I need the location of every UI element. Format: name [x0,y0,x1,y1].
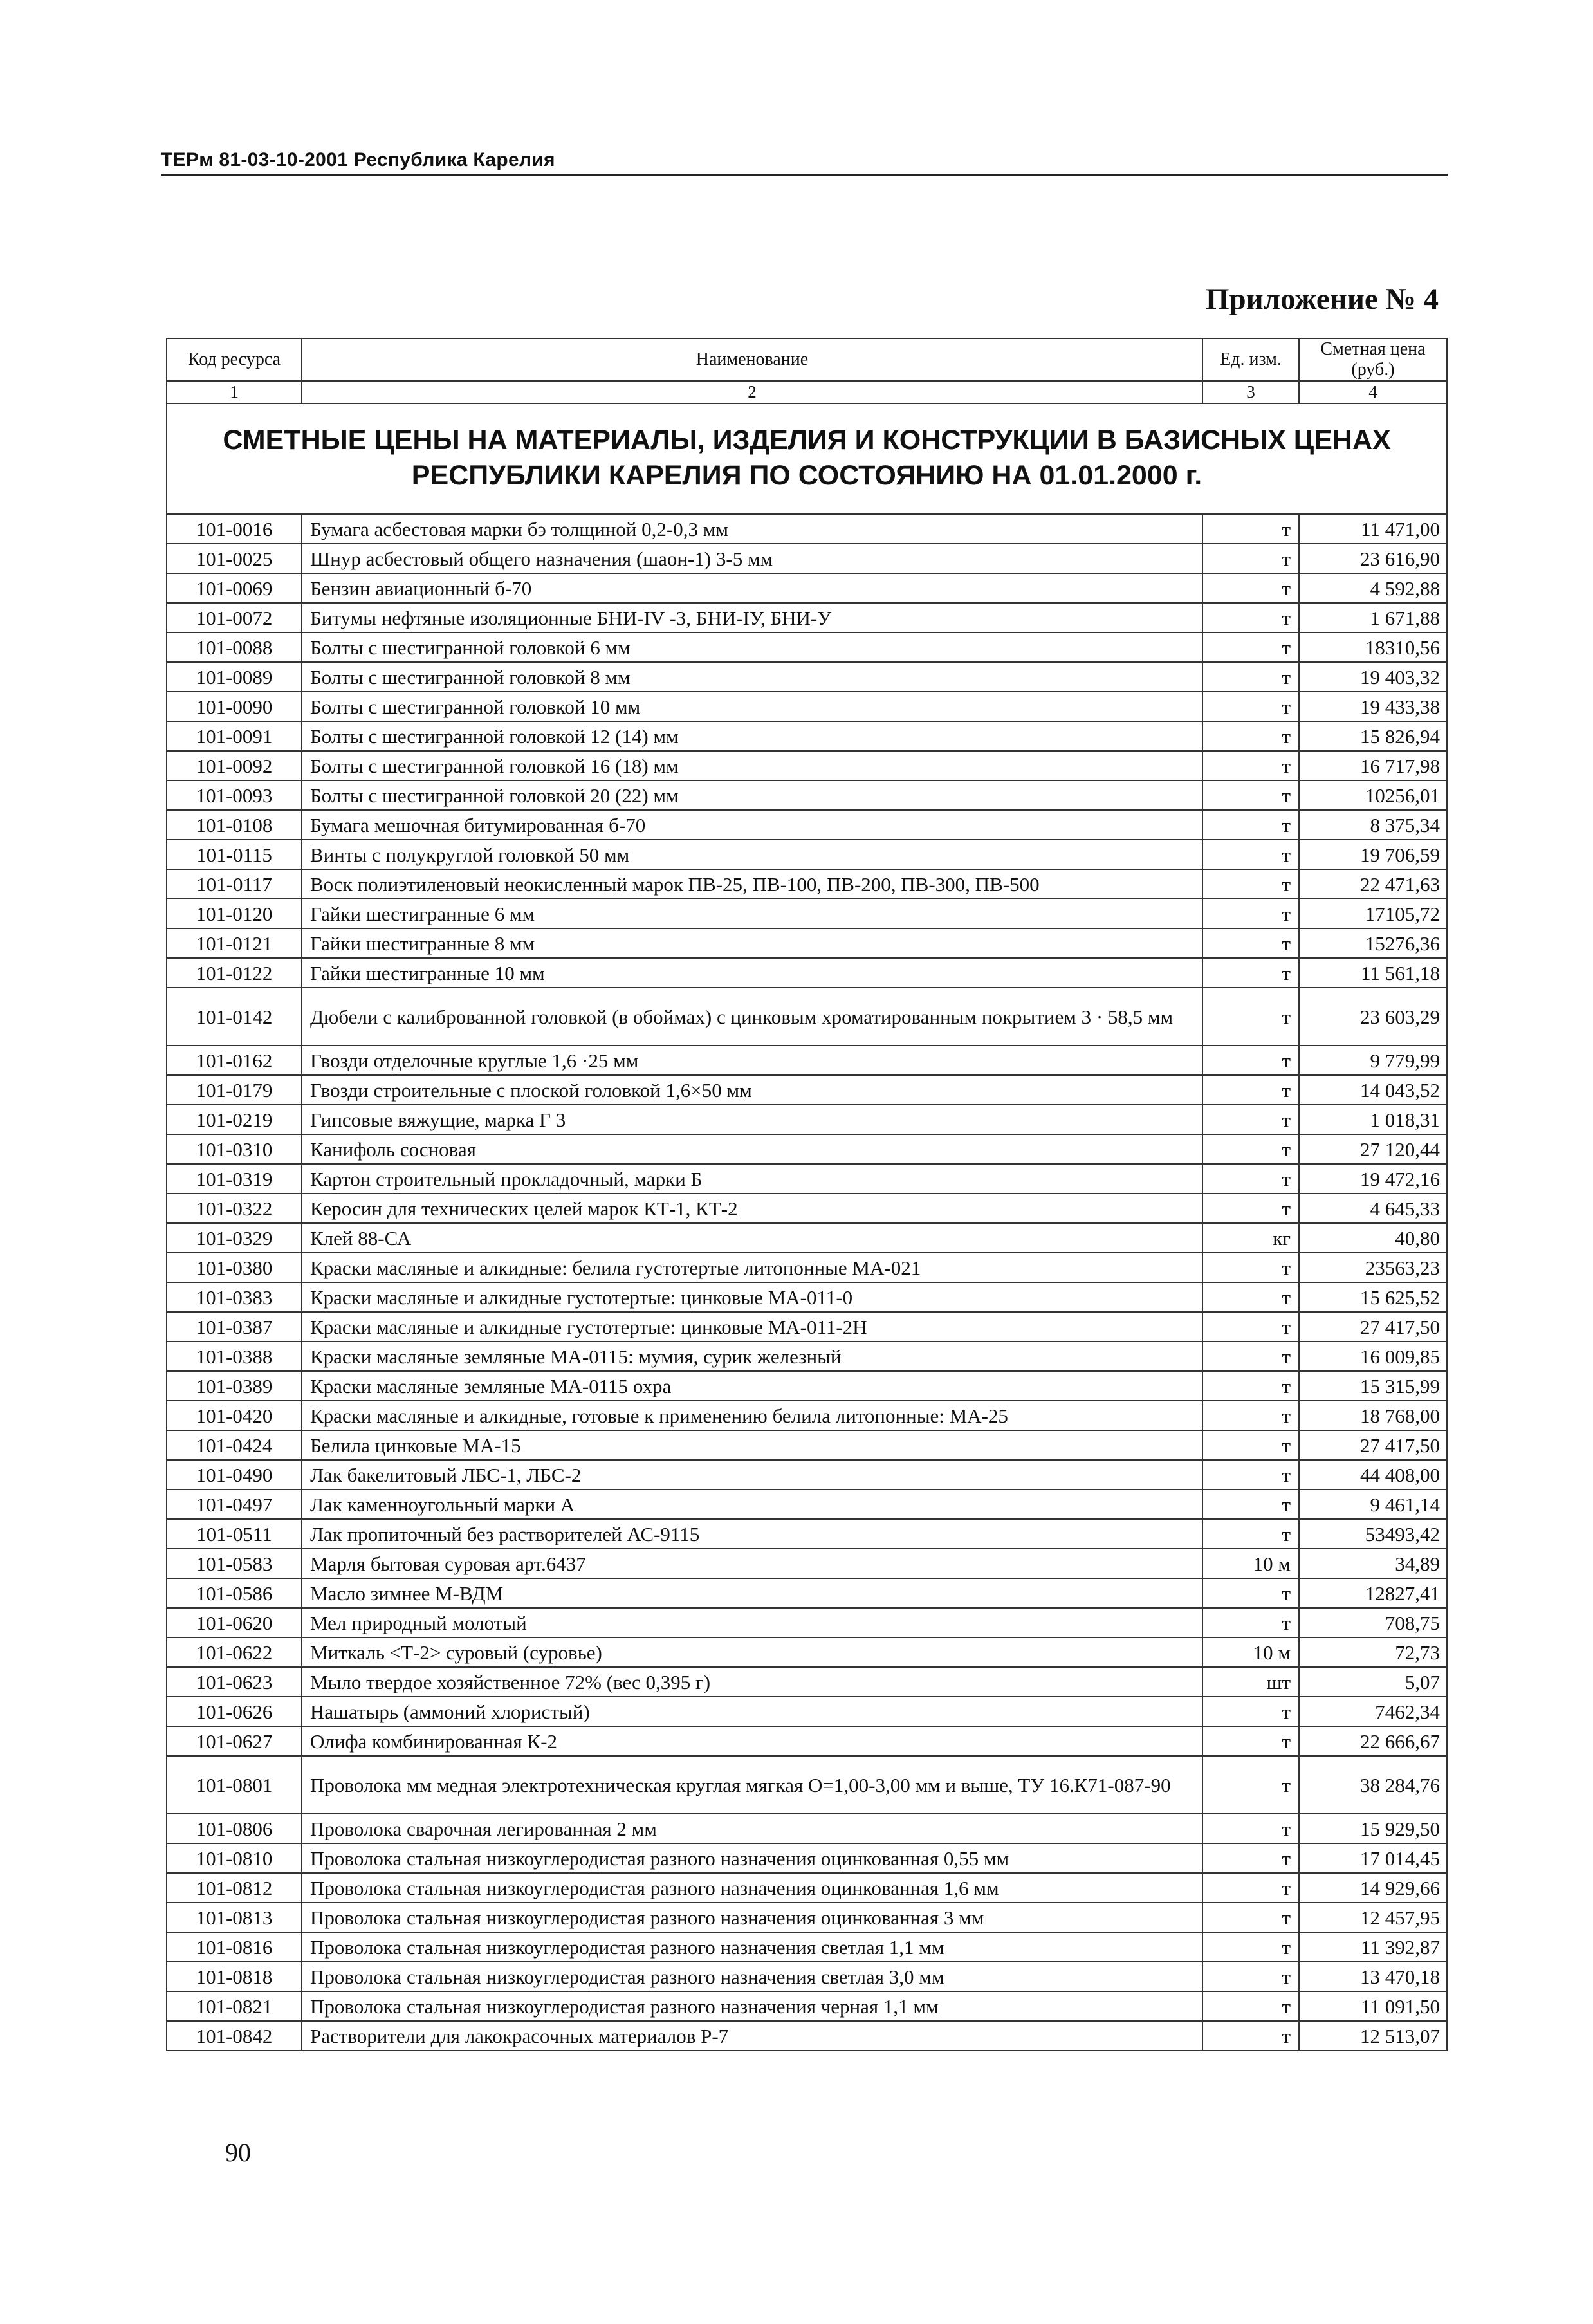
price-cell: 17105,72 [1299,899,1447,928]
table-row [167,692,1447,721]
price-cell: 11 561,18 [1299,958,1447,988]
unit-cell: т [1202,1075,1299,1105]
name-cell: Клей 88-СА [302,1223,1202,1253]
price-cell: 19 433,38 [1299,692,1447,721]
name-cell: Нашатырь (аммоний хлористый) [302,1697,1202,1726]
unit-cell: т [1202,1903,1299,1932]
table-row [167,1489,1447,1519]
name-cell: Болты с шестигранной головкой 6 мм [302,632,1202,662]
price-cell: 11 392,87 [1299,1932,1447,1962]
code-cell: 101-0025 [167,544,302,573]
header-rule [161,174,1448,176]
name-cell: Масло зимнее М-ВДМ [302,1578,1202,1608]
table-row [167,928,1447,958]
unit-cell: т [1202,1726,1299,1756]
unit-cell: 10 м [1202,1549,1299,1578]
table-row [167,1223,1447,1253]
header-code: Код ресурса [167,338,302,381]
table-row [167,1903,1447,1932]
unit-cell: т [1202,1282,1299,1312]
code-cell: 101-0821 [167,1991,302,2021]
code-cell: 101-0115 [167,840,302,869]
code-cell: 101-0626 [167,1697,302,1726]
column-number: 2 [302,381,1202,403]
price-cell: 12 513,07 [1299,2021,1447,2051]
price-cell: 34,89 [1299,1549,1447,1578]
name-cell: Болты с шестигранной головкой 16 (18) мм [302,751,1202,780]
code-cell: 101-0319 [167,1164,302,1194]
code-cell: 101-0622 [167,1637,302,1667]
name-cell: Белила цинковые МА-15 [302,1430,1202,1460]
table-row [167,721,1447,751]
price-cell: 708,75 [1299,1608,1447,1637]
code-cell: 101-0121 [167,928,302,958]
name-cell: Лак каменноугольный марки А [302,1489,1202,1519]
price-cell: 23 603,29 [1299,988,1447,1046]
code-cell: 101-0322 [167,1194,302,1223]
table-row [167,1932,1447,1962]
price-cell: 23563,23 [1299,1253,1447,1282]
price-cell: 8 375,34 [1299,810,1447,840]
name-cell: Керосин для технических целей марок КТ-1, КТ-2 [302,1194,1202,1223]
running-header: ТЕРм 81-03-10-2001 Республика Карелия [161,149,555,171]
code-cell: 101-0016 [167,514,302,544]
price-rows [167,514,1447,2051]
price-cell: 72,73 [1299,1637,1447,1667]
name-cell: Проволока стальная низкоуглеродистая разного назначения оцинкованная 3 мм [302,1903,1202,1932]
table-row [167,1962,1447,1991]
name-cell: Бумага мешочная битумированная б-70 [302,810,1202,840]
name-cell: Гайки шестигранные 6 мм [302,899,1202,928]
unit-cell: т [1202,1843,1299,1873]
code-cell: 101-0310 [167,1134,302,1164]
appendix-title: Приложение № 4 [1205,282,1439,316]
unit-cell: т [1202,1164,1299,1194]
table-row [167,1342,1447,1371]
name-cell: Болты с шестигранной головкой 12 (14) мм [302,721,1202,751]
table-row [167,1667,1447,1697]
name-cell: Краски масляные земляные МА-0115 охра [302,1371,1202,1401]
table-row [167,1401,1447,1430]
header-unit: Ед. изм. [1202,338,1299,381]
table-row [167,1253,1447,1282]
code-cell: 101-0091 [167,721,302,751]
unit-cell: 10 м [1202,1637,1299,1667]
table-row [167,1873,1447,1903]
price-cell: 5,07 [1299,1667,1447,1697]
unit-cell: т [1202,928,1299,958]
unit-cell: т [1202,632,1299,662]
code-cell: 101-0812 [167,1873,302,1903]
price-table [166,338,1448,2051]
unit-cell: шт [1202,1667,1299,1697]
price-cell: 15 625,52 [1299,1282,1447,1312]
price-cell: 22 666,67 [1299,1726,1447,1756]
price-cell: 15 315,99 [1299,1371,1447,1401]
unit-cell: т [1202,1578,1299,1608]
code-cell: 101-0388 [167,1342,302,1371]
code-cell: 101-0810 [167,1843,302,1873]
code-cell: 101-0069 [167,573,302,603]
code-cell: 101-0089 [167,662,302,692]
table-row [167,1105,1447,1134]
name-cell: Проволока стальная низкоуглеродистая разного назначения светлая 3,0 мм [302,1962,1202,1991]
header-price: Сметная цена (руб.) [1299,338,1447,381]
name-cell: Краски масляные земляные МА-0115: мумия, сурик железный [302,1342,1202,1371]
price-cell: 38 284,76 [1299,1756,1447,1814]
price-cell: 53493,42 [1299,1519,1447,1549]
code-cell: 101-0120 [167,899,302,928]
price-cell: 15276,36 [1299,928,1447,958]
unit-cell: т [1202,988,1299,1046]
code-cell: 101-0092 [167,751,302,780]
price-cell: 13 470,18 [1299,1962,1447,1991]
table-row [167,1814,1447,1843]
price-cell: 11 091,50 [1299,1991,1447,2021]
unit-cell: т [1202,573,1299,603]
price-cell: 14 929,66 [1299,1873,1447,1903]
name-cell: Дюбели с калиброванной головкой (в обоймах) с цинковым хроматированным покрытием 3 · 58,5 мм [302,988,1202,1046]
code-cell: 101-0179 [167,1075,302,1105]
code-cell: 101-0122 [167,958,302,988]
price-cell: 14 043,52 [1299,1075,1447,1105]
price-cell: 15 826,94 [1299,721,1447,751]
column-number: 1 [167,381,302,403]
table-row [167,544,1447,573]
unit-cell: т [1202,662,1299,692]
unit-cell: т [1202,1489,1299,1519]
header-name: Наименование [302,338,1202,381]
table-row [167,810,1447,840]
code-cell: 101-0219 [167,1105,302,1134]
code-cell: 101-0511 [167,1519,302,1549]
code-cell: 101-0090 [167,692,302,721]
name-cell: Проволока мм медная электротехническая круглая мягкая О=1,00-3,00 мм и выше, ТУ 16.К71-087-90 [302,1756,1202,1814]
code-cell: 101-0329 [167,1223,302,1253]
price-cell: 22 471,63 [1299,869,1447,899]
code-cell: 101-0088 [167,632,302,662]
unit-cell: т [1202,692,1299,721]
code-cell: 101-0389 [167,1371,302,1401]
table-row [167,1519,1447,1549]
price-cell: 1 018,31 [1299,1105,1447,1134]
name-cell: Краски масляные и алкидные, готовые к применению белила литопонные: МА-25 [302,1401,1202,1430]
name-cell: Болты с шестигранной головкой 20 (22) мм [302,780,1202,810]
price-cell: 1 671,88 [1299,603,1447,632]
unit-cell: т [1202,2021,1299,2051]
table-row [167,988,1447,1046]
table-row [167,1282,1447,1312]
name-cell: Мыло твердое хозяйственное 72% (вес 0,395 г) [302,1667,1202,1697]
unit-cell: т [1202,1401,1299,1430]
price-cell: 10256,01 [1299,780,1447,810]
price-cell: 15 929,50 [1299,1814,1447,1843]
unit-cell: т [1202,1046,1299,1075]
unit-cell: т [1202,1312,1299,1342]
code-cell: 101-0093 [167,780,302,810]
table-row [167,1164,1447,1194]
price-cell: 4 645,33 [1299,1194,1447,1223]
name-cell: Проволока сварочная легированная 2 мм [302,1814,1202,1843]
code-cell: 101-0072 [167,603,302,632]
column-number: 4 [1299,381,1447,403]
code-cell: 101-0816 [167,1932,302,1962]
table-row [167,1608,1447,1637]
table-row [167,1726,1447,1756]
table-row [167,1194,1447,1223]
code-cell: 101-0108 [167,810,302,840]
table-row [167,751,1447,780]
table-row [167,1134,1447,1164]
name-cell: Воск полиэтиленовый неокисленный марок ПВ-25, ПВ-100, ПВ-200, ПВ-300, ПВ-500 [302,869,1202,899]
price-cell: 4 592,88 [1299,573,1447,603]
code-cell: 101-0383 [167,1282,302,1312]
price-cell: 19 472,16 [1299,1164,1447,1194]
table-row [167,1430,1447,1460]
table-row [167,603,1447,632]
price-cell: 27 417,50 [1299,1430,1447,1460]
unit-cell: т [1202,899,1299,928]
code-cell: 101-0162 [167,1046,302,1075]
unit-cell: т [1202,1873,1299,1903]
price-cell: 12827,41 [1299,1578,1447,1608]
price-cell: 19 706,59 [1299,840,1447,869]
unit-cell: т [1202,1342,1299,1371]
code-cell: 101-0380 [167,1253,302,1282]
table-row [167,1991,1447,2021]
name-cell: Болты с шестигранной головкой 10 мм [302,692,1202,721]
table-row [167,1046,1447,1075]
price-cell: 9 779,99 [1299,1046,1447,1075]
unit-cell: т [1202,1134,1299,1164]
table-row [167,2021,1447,2051]
table-row [167,662,1447,692]
name-cell: Бумага асбестовая марки бэ толщиной 0,2-0,3 мм [302,514,1202,544]
price-cell: 9 461,14 [1299,1489,1447,1519]
unit-cell: т [1202,1519,1299,1549]
name-cell: Краски масляные и алкидные густотертые: цинковые МА-011-0 [302,1282,1202,1312]
name-cell: Гвозди строительные с плоской головкой 1,6×50 мм [302,1075,1202,1105]
name-cell: Проволока стальная низкоуглеродистая разного назначения оцинкованная 0,55 мм [302,1843,1202,1873]
unit-cell: т [1202,603,1299,632]
unit-cell: т [1202,751,1299,780]
price-cell: 16 009,85 [1299,1342,1447,1371]
name-cell: Краски масляные и алкидные: белила густотертые литопонные МА-021 [302,1253,1202,1282]
price-cell: 11 471,00 [1299,514,1447,544]
code-cell: 101-0117 [167,869,302,899]
name-cell: Гипсовые вяжущие, марка Г 3 [302,1105,1202,1134]
table-row [167,514,1447,544]
code-cell: 101-0420 [167,1401,302,1430]
unit-cell: т [1202,840,1299,869]
name-cell: Гвозди отделочные круглые 1,6 ·25 мм [302,1046,1202,1075]
unit-cell: т [1202,1991,1299,2021]
name-cell: Винты с полукруглой головкой 50 мм [302,840,1202,869]
price-cell: 18310,56 [1299,632,1447,662]
unit-cell: т [1202,1253,1299,1282]
code-cell: 101-0583 [167,1549,302,1578]
unit-cell: т [1202,1371,1299,1401]
table-row [167,1843,1447,1873]
code-cell: 101-0497 [167,1489,302,1519]
price-cell: 12 457,95 [1299,1903,1447,1932]
price-cell: 17 014,45 [1299,1843,1447,1873]
table-row [167,1578,1447,1608]
unit-cell: т [1202,810,1299,840]
code-cell: 101-0842 [167,2021,302,2051]
name-cell: Бензин авиационный б-70 [302,573,1202,603]
unit-cell: т [1202,869,1299,899]
price-cell: 16 717,98 [1299,751,1447,780]
code-cell: 101-0586 [167,1578,302,1608]
table-row [167,840,1447,869]
price-cell: 23 616,90 [1299,544,1447,573]
unit-cell: т [1202,1460,1299,1489]
code-cell: 101-0490 [167,1460,302,1489]
unit-cell: т [1202,1814,1299,1843]
unit-cell: т [1202,1194,1299,1223]
table-row [167,1637,1447,1667]
name-cell: Олифа комбинированная К-2 [302,1726,1202,1756]
unit-cell: т [1202,780,1299,810]
table-row [167,1549,1447,1578]
column-number: 3 [1202,381,1299,403]
name-cell: Проволока стальная низкоуглеродистая разного назначения оцинкованная 1,6 мм [302,1873,1202,1903]
unit-cell: т [1202,1105,1299,1134]
section-title: СМЕТНЫЕ ЦЕНЫ НА МАТЕРИАЛЫ, ИЗДЕЛИЯ И КОНСТРУКЦИИ В БАЗИСНЫХ ЦЕНАХ РЕСПУБЛИКИ КАРЕЛИЯ ПО СОСТОЯНИЮ НА 01.01.2000 г. [167,403,1447,514]
code-cell: 101-0813 [167,1903,302,1932]
name-cell: Шнур асбестовый общего назначения (шаон-1) 3-5 мм [302,544,1202,573]
page-number: 90 [225,2138,251,2167]
table-row [167,1075,1447,1105]
name-cell: Растворители для лакокрасочных материалов Р-7 [302,2021,1202,2051]
unit-cell: кг [1202,1223,1299,1253]
table-row [167,899,1447,928]
price-cell: 7462,34 [1299,1697,1447,1726]
name-cell: Канифоль сосновая [302,1134,1202,1164]
table-row [167,573,1447,603]
price-cell: 18 768,00 [1299,1401,1447,1430]
name-cell: Болты с шестигранной головкой 8 мм [302,662,1202,692]
unit-cell: т [1202,1608,1299,1637]
unit-cell: т [1202,1962,1299,1991]
code-cell: 101-0387 [167,1312,302,1342]
name-cell: Битумы нефтяные изоляционные БНИ-IV -3, БНИ-IУ, БНИ-У [302,603,1202,632]
unit-cell: т [1202,721,1299,751]
code-cell: 101-0620 [167,1608,302,1637]
name-cell: Проволока стальная низкоуглеродистая разного назначения черная 1,1 мм [302,1991,1202,2021]
unit-cell: т [1202,1430,1299,1460]
code-cell: 101-0424 [167,1430,302,1460]
name-cell: Мел природный молотый [302,1608,1202,1637]
code-cell: 101-0627 [167,1726,302,1756]
price-cell: 19 403,32 [1299,662,1447,692]
code-cell: 101-0818 [167,1962,302,1991]
name-cell: Гайки шестигранные 8 мм [302,928,1202,958]
table-row [167,869,1447,899]
unit-cell: т [1202,1932,1299,1962]
name-cell: Миткаль <Т-2> суровый (суровье) [302,1637,1202,1667]
table-row [167,1460,1447,1489]
code-cell: 101-0623 [167,1667,302,1697]
price-cell: 44 408,00 [1299,1460,1447,1489]
price-cell: 27 417,50 [1299,1312,1447,1342]
name-cell: Краски масляные и алкидные густотертые: цинковые МА-011-2Н [302,1312,1202,1342]
unit-cell: т [1202,1756,1299,1814]
name-cell: Марля бытовая суровая арт.6437 [302,1549,1202,1578]
unit-cell: т [1202,544,1299,573]
unit-cell: т [1202,958,1299,988]
name-cell: Гайки шестигранные 10 мм [302,958,1202,988]
unit-cell: т [1202,514,1299,544]
table-row [167,1312,1447,1342]
name-cell: Проволока стальная низкоуглеродистая разного назначения светлая 1,1 мм [302,1932,1202,1962]
table-row [167,1371,1447,1401]
unit-cell: т [1202,1697,1299,1726]
table-row [167,1756,1447,1814]
name-cell: Лак пропиточный без растворителей АС-9115 [302,1519,1202,1549]
name-cell: Лак бакелитовый ЛБС-1, ЛБС-2 [302,1460,1202,1489]
price-cell: 27 120,44 [1299,1134,1447,1164]
code-cell: 101-0806 [167,1814,302,1843]
table-row [167,780,1447,810]
code-cell: 101-0142 [167,988,302,1046]
code-cell: 101-0801 [167,1756,302,1814]
table-row [167,958,1447,988]
table-row [167,1697,1447,1726]
price-cell: 40,80 [1299,1223,1447,1253]
name-cell: Картон строительный прокладочный, марки Б [302,1164,1202,1194]
table-row [167,632,1447,662]
